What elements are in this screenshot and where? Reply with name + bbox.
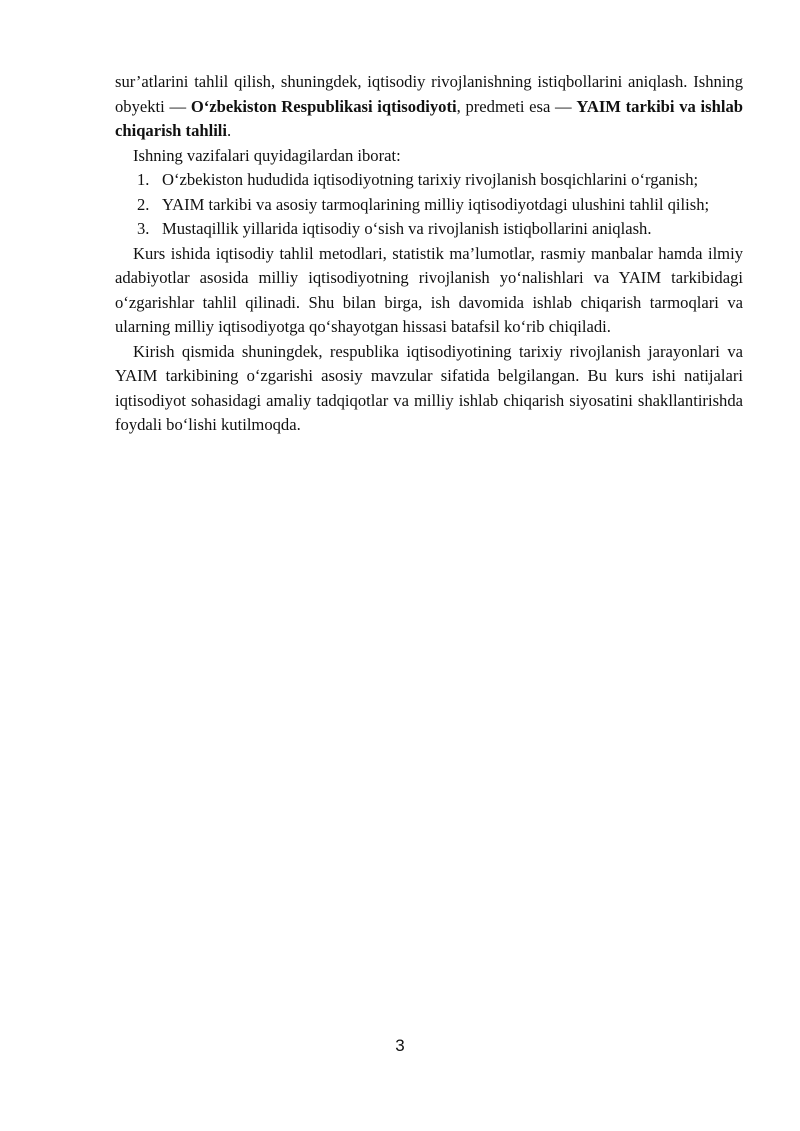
list-item-text: YAIM tarkibi va asosiy tarmoqlarining milliy iqtisodiyotdagi ulushini tahlil qilish;	[162, 194, 710, 214]
list-item-number: 3.	[137, 219, 150, 238]
tasks-heading: Ishning vazifalari quyidagilardan iborat:	[133, 145, 401, 165]
list-item	[115, 217, 743, 242]
list-item-text: O‘zbekiston hududida iqtisodiyotning tarixiy rivojlanish bosqichlarini o‘rganish;	[162, 170, 699, 189]
intro-text-part3: .	[227, 121, 232, 140]
intro-text-part1: sur’atlarini tahlil qilish, shuningdek, iqtisodiy rivojlanishning istiqbollarini aniqlash. Ishning obyekti —	[115, 72, 743, 116]
tasks-list	[115, 168, 743, 242]
list-item-number: 2.	[137, 194, 150, 214]
methods-paragraph: Kurs ishida iqtisodiy tahlil metodlari, statistik ma’lumotlar, rasmiy manbalar hamda ilmiy adabiyotlar asosida milliy iqtisodiyotning rivojlanish yo‘nalishlari va YAIM tarkibidagi o‘zgarishlar tahlil qilinadi. Shu bilan birga, ish davomida ishlab chiqarish tarmoqlari va ularning milliy iqtisodiyotga qo‘shayotgan hissasi batafsil ko‘rib chiqiladi.	[115, 243, 743, 336]
document-page	[115, 70, 743, 438]
list-item-number: 1.	[137, 170, 150, 189]
list-item	[115, 168, 743, 193]
list-item	[115, 193, 743, 218]
list-item-text: Mustaqillik yillarida iqtisodiy o‘sish va rivojlanish istiqbollarini aniqlash.	[162, 219, 652, 238]
intro-text-part2: , predmeti esa —	[456, 96, 577, 116]
research-object: O‘zbekiston Respublikasi iqtisodiyoti	[190, 96, 457, 116]
intro-paragraph	[115, 70, 743, 144]
conclusion-paragraph: Kirish qismida shuningdek, respublika iqtisodiyotining tarixiy rivojlanish jarayonlari va YAIM tarkibining o‘zgarishi asosiy mavzular sifatida belgilangan. Bu kurs ishi natijalari iqtisodiyot sohasidagi amaliy tadqiqotlar va milliy ishlab chiqarish siyosatini shakllantirishda foydali bo‘lishi kutilmoqda.	[115, 341, 743, 434]
research-subject: YAIM tarkibi va ishlab chiqarish tahlili	[115, 96, 743, 140]
page-number: 3	[395, 1036, 405, 1055]
